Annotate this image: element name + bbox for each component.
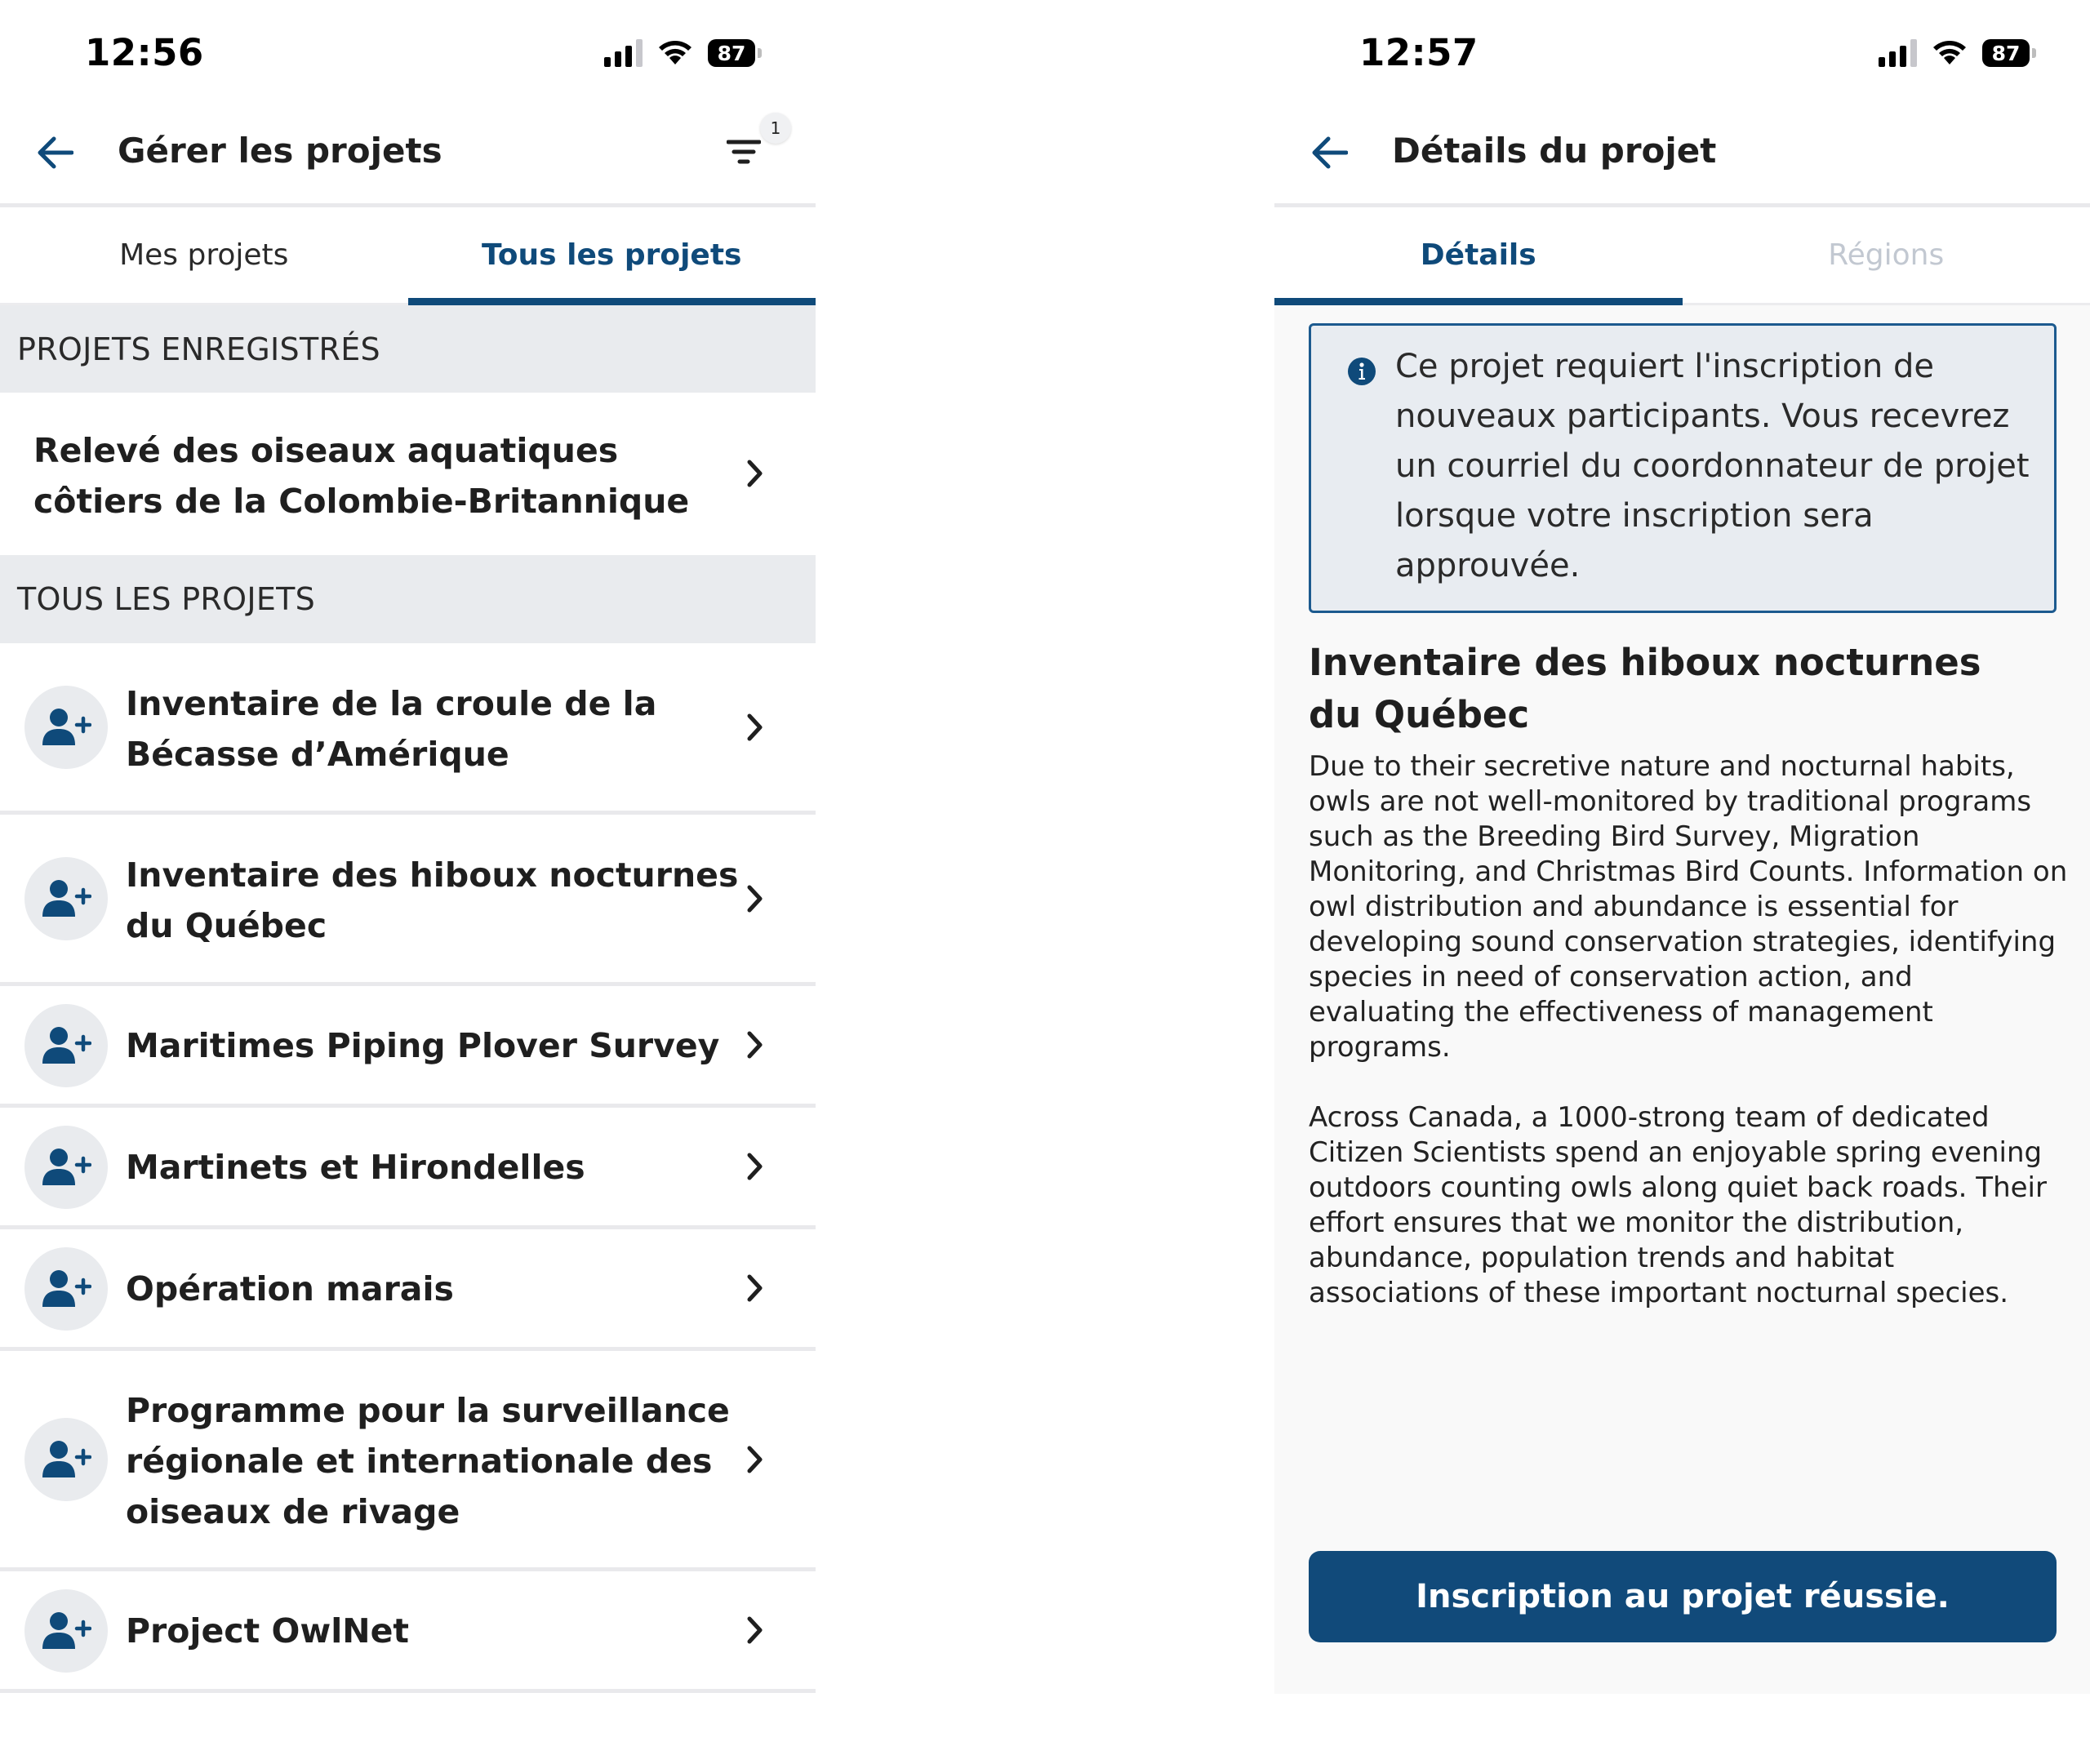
person-add-icon — [41, 707, 91, 748]
chevron-right-icon — [744, 1272, 767, 1304]
person-add-icon — [41, 1439, 91, 1480]
project-name: Martinets et Hirondelles — [126, 1148, 585, 1187]
status-icons — [604, 39, 762, 67]
chevron-right-icon — [744, 711, 767, 744]
project-list-item[interactable] — [0, 1571, 816, 1693]
project-list-item[interactable] — [0, 815, 816, 986]
arrow-left-icon — [1310, 136, 1348, 169]
project-list-item[interactable] — [0, 1108, 816, 1229]
avatar — [24, 1418, 108, 1501]
avatar — [24, 686, 108, 769]
tab-all-projects[interactable]: Tous les projets — [408, 207, 816, 303]
project-list-item[interactable] — [0, 1229, 816, 1351]
project-name: Opération marais — [126, 1269, 454, 1309]
battery-level: 87 — [1982, 39, 2030, 67]
battery-icon — [1982, 39, 2036, 67]
back-button[interactable] — [31, 129, 78, 176]
project-name: Programme pour la surveillance régionale et internationale des oiseaux de rivage — [126, 1391, 730, 1531]
app-header — [1274, 106, 2090, 207]
project-name: Project OwlNet — [126, 1611, 409, 1651]
project-name: Maritimes Piping Plover Survey — [126, 1026, 720, 1065]
page-title: Détails du projet — [1392, 131, 1717, 171]
cellular-signal-icon — [604, 39, 643, 67]
filter-icon — [727, 138, 761, 166]
avatar — [24, 857, 108, 940]
avatar — [24, 1126, 108, 1209]
project-description: Due to their secretive nature and nocturnal habits, owls are not well-monitored by traditional programs such as the Breeding Bird Survey, Migration Monitoring, and Christmas Bird Counts. Information on owl distribution and abundance is essential for developing sound conservation strategies, identifying species in need of conservation action, and evaluating the effectiveness of management programs. Across Canada, a 1000-strong team of dedicated Citizen Scientists spend an enjoyable spring evening outdoors counting owls along quiet back roads. Their effort ensures that we monitor the distribution, abundance, population trends and habitat associations of these important nocturnal species. — [1309, 750, 2068, 1309]
chevron-right-icon — [744, 1150, 767, 1183]
info-banner — [1309, 323, 2057, 613]
chevron-right-icon — [744, 1443, 767, 1476]
manage-projects-screen — [0, 0, 816, 1694]
person-add-icon — [41, 1147, 91, 1188]
project-list-item[interactable] — [0, 643, 816, 815]
avatar — [24, 1004, 108, 1087]
tab-my-projects[interactable]: Mes projets — [119, 238, 289, 272]
battery-icon — [708, 39, 762, 67]
info-message: Ce projet requiert l'inscription de nouveaux participants. Vous recevrez un courriel du coordonnateur de projet lorsque votre inscription sera approuvée. — [1395, 348, 2030, 584]
all-projects-section-header: TOUS LES PROJETS — [0, 555, 816, 643]
project-name: Inventaire de la croule de la Bécasse d’Amérique — [126, 684, 657, 774]
status-icons — [1879, 39, 2036, 67]
chevron-right-icon — [744, 1029, 767, 1061]
wifi-icon — [657, 39, 693, 67]
page-title: Gérer les projets — [118, 131, 442, 171]
back-button[interactable] — [1305, 129, 1353, 176]
app-header — [0, 106, 816, 207]
project-details-screen — [1274, 0, 2090, 1694]
battery-level: 87 — [708, 39, 755, 67]
project-tabs — [0, 207, 816, 305]
arrow-left-icon — [36, 136, 73, 169]
details-tabs — [1274, 207, 2090, 305]
saved-project-name: Relevé des oiseaux aquatiques côtiers de la Colombie-Britannique — [33, 431, 690, 521]
chevron-right-icon — [744, 1614, 767, 1646]
cellular-signal-icon — [1879, 39, 1917, 67]
person-add-icon — [41, 1269, 91, 1309]
avatar — [24, 1247, 108, 1331]
project-title: Inventaire des hiboux nocturnes du Québec — [1309, 641, 1981, 736]
status-bar — [1274, 0, 2090, 106]
saved-projects-section-header: PROJETS ENREGISTRÉS — [0, 305, 816, 393]
person-add-icon — [41, 1025, 91, 1066]
person-add-icon — [41, 878, 91, 919]
status-bar — [0, 0, 816, 106]
project-list — [0, 643, 816, 1693]
filter-count-badge: 1 — [760, 113, 791, 144]
project-list-item[interactable] — [0, 986, 816, 1108]
registration-success-button[interactable]: Inscription au projet réussie. — [1309, 1551, 2057, 1642]
status-time: 12:56 — [85, 31, 204, 74]
project-list-item[interactable] — [0, 1351, 816, 1571]
chevron-right-icon — [744, 457, 767, 490]
project-name: Inventaire des hiboux nocturnes du Québec — [126, 855, 739, 945]
info-icon — [1347, 357, 1376, 386]
chevron-right-icon — [744, 882, 767, 915]
wifi-icon — [1932, 39, 1968, 67]
tab-details[interactable]: Détails — [1274, 207, 1683, 303]
tab-regions[interactable]: Régions — [1828, 238, 1945, 272]
saved-project-row[interactable] — [0, 393, 816, 555]
avatar — [24, 1589, 108, 1673]
status-time: 12:57 — [1359, 31, 1479, 74]
person-add-icon — [41, 1611, 91, 1651]
